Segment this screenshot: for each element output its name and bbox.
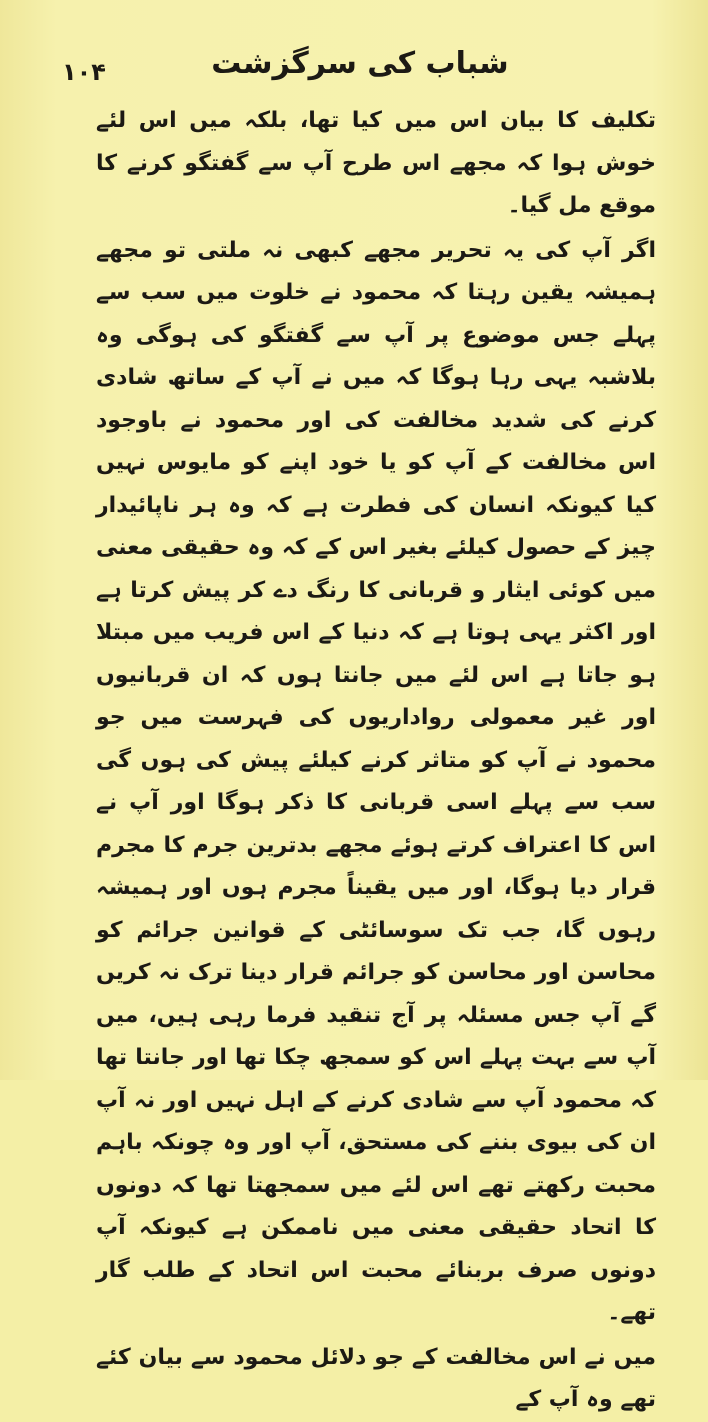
paragraph: میں نے اس مخالفت کے جو دلائل محمود سے بیان کئے تھے وہ آپ کے [96,1344,656,1412]
paragraph: تکلیف کا بیان اس میں کیا تھا، بلکہ میں اس لئے خوش ہوا کہ مجھے اس طرح آپ سے گفتگو کرنے کا موقع مل گیا۔ [96,108,656,218]
body-text [96,100,656,1422]
running-title: شباب کی سرگزشت [211,46,509,81]
page-number: ۱۰۴ [62,58,106,86]
paragraph: اگر آپ کی یہ تحریر مجھے کبھی نہ ملتی تو مجھے ہمیشہ یقین رہتا کہ محمود نے خلوت میں سب سے پہلے جس موضوع پر آپ سے گفتگو کی ہوگی وہ بلاشبہ یہی رہا ہوگا کہ میں نے آپ کے ساتھ شادی کرنے کی شدید مخالفت کی اور محمود نے باوجود اس مخالفت کے آپ کو یا خود اپنے کو مایوس نہیں کیا کیونکہ انسان کی فطرت ہے کہ وہ ہر ناپائیدار چیز کے حصول کیلئے بغیر اس کے کہ وہ حقیقی معنی میں کوئی ایثار و قربانی کا رنگ دے کر پیش کرتا ہے اور اکثر یہی ہوتا ہے کہ دنیا کے اس فریب میں مبتلا ہو جاتا ہے اس لئے میں جانتا ہوں کہ ان قربانیوں اور غیر معمولی رواداریوں کی فہرست میں جو محمود نے آپ کو متاثر کرنے کیلئے پیش کی ہوں گی سب سے پہلے اسی قربانی کا ذکر ہوگا اور آپ نے اس کا اعتراف کرتے ہوئے مجھے بدترین جرم کا مجرم قرار دیا ہوگا، اور میں یقیناً مجرم ہوں اور ہمیشہ رہوں گا، جب تک سوسائٹی کے قوانین جرائم کو محاسن اور محاسن کو جرائم قرار دینا ترک نہ کریں گے آپ جس مسئلہ پر آج تنقید فرما رہی ہیں، میں آپ سے بہت پہلے اس کو سمجھ چکا تھا اور جانتا تھا کہ محمود آپ سے شادی کرنے کے اہل نہیں اور نہ آپ ان کی بیوی بننے کی مستحق، آپ اور وہ چونکہ باہم محبت رکھتے تھے اس لئے میں سمجھتا تھا کہ دونوں کا اتحاد حقیقی معنی میں ناممکن ہے کیونکہ آپ دونوں صرف بربنائے محبت اس اتحاد کے طلب گار تھے۔ [96,237,656,1325]
